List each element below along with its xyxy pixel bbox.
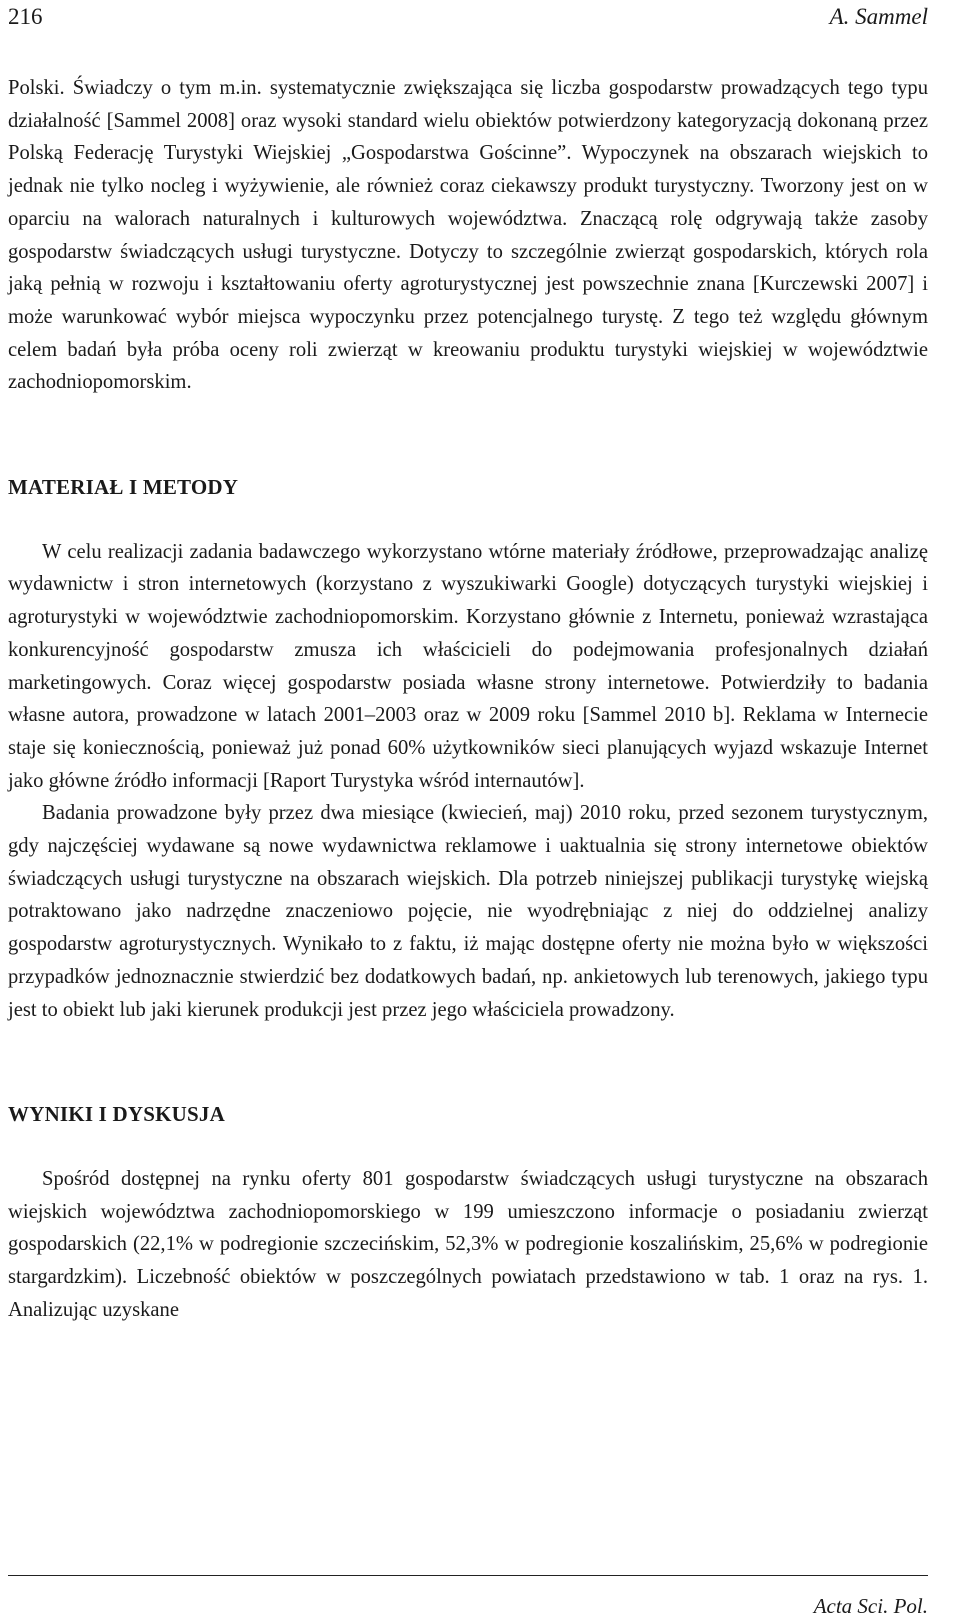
methods-paragraph-2: Badania prowadzone były przez dwa miesiące (kwiecień, maj) 2010 roku, przed sezonem turystycznym, gdy najczęściej wydawane są nowe wydawnictwa reklamowe i uaktualnia się strony internetowe obiektów świadczących usługi turystyczne na obszarach wiejskich. Dla potrzeb niniejszej publikacji turystykę wiejską potraktowano jako nadrzędne znaczeniowo pojęcie, nie wyodrębniając z niej do oddzielnej analizy gospodarstw agroturystycznych. Wynikało to z faktu, iż mając dostępne oferty nie można było w większości przypadków jednoznacznie stwierdzić bez dodatkowych badań, np. ankietowych lub terenowych, jakiego typu jest to obiekt lub jaki kierunek produkcji jest przez jego właściciela prowadzony. [8, 802, 928, 1021]
results-paragraph: Spośród dostępnej na rynku oferty 801 gospodarstw świadczących usługi turystyczne na obszarach wiejskich województwa zachodniopomorskiego w 199 umieszczono informacje o posiadaniu zwierząt gospodarskich (22,1% w podregionie szczecińskim, 52,3% w podregionie koszalińskim, 25,6% w podregionie stargardzkim). Liczebność obiektów w poszczególnych powiatach przedstawiono w tab. 1 oraz na rys. 1. Analizując uzyskane [8, 1167, 928, 1321]
section-heading-results: WYNIKI I DYSKUSJA [8, 1102, 225, 1127]
page-header [8, 0, 928, 30]
page-body [8, 72, 928, 1327]
section-heading-methods: MATERIAŁ I METODY [8, 475, 239, 500]
running-head-author: A. Sammel [829, 4, 928, 29]
journal-name: Acta Sci. Pol. [813, 1594, 928, 1618]
intro-paragraph: Polski. Świadczy o tym m.in. systematycznie zwiększająca się liczba gospodarstw prowadzących tego typu działalność [Sammel 2008] oraz wysoki standard wielu obiektów potwierdzony kategoryzacją dokonaną przez Polską Federację Turystyki Wiejskiej „Gospodarstwa Gościnne”. Wypoczynek na obszarach wiejskich to jednak nie tylko nocleg i wyżywienie, ale również coraz ciekawszy produkt turystyczny. Tworzony jest on w oparciu na walorach naturalnych i kulturowych województwa. Znaczącą rolę odgrywają także zasoby gospodarstw świadczących usługi turystyczne. Dotyczy to szczególnie zwierząt gospodarskich, których rola jaką pełnią w rozwoju i kształtowaniu oferty agroturystycznej jest powszechnie znana [Kurczewski 2007] i może warunkować wybór miejsca wypoczynku przez potencjalnego turystę. Z tego też względu głównym celem badań była próba oceny roli zwierząt w kreowaniu produktu turystyki wiejskiej w województwie zachodniopomorskim. [8, 77, 928, 394]
footer-divider [8, 1575, 928, 1576]
methods-paragraph-1: W celu realizacji zadania badawczego wykorzystano wtórne materiały źródłowe, przeprowadzając analizę wydawnictw i stron internetowych (korzystano z wyszukiwarki Google) dotyczących turystyki wiejskiej i agroturystyki w województwie zachodniopomorskim. Korzystano głównie z Internetu, ponieważ wzrastająca konkurencyjność gospodarstw zmusza ich właścicieli do podejmowania profesjonalnych działań marketingowych. Coraz więcej gospodarstw posiada własne strony internetowe. Potwierdziły to badania własne autora, prowadzone w latach 2001–2003 oraz w 2009 roku [Sammel 2010 b]. Reklama w Internecie staje się koniecznością, ponieważ już ponad 60% użytkowników sieci planujących wyjazd wskazuje Internet jako główne źródło informacji [Raport Turystyka wśród internautów]. [8, 540, 928, 792]
page-number: 216 [8, 4, 43, 29]
